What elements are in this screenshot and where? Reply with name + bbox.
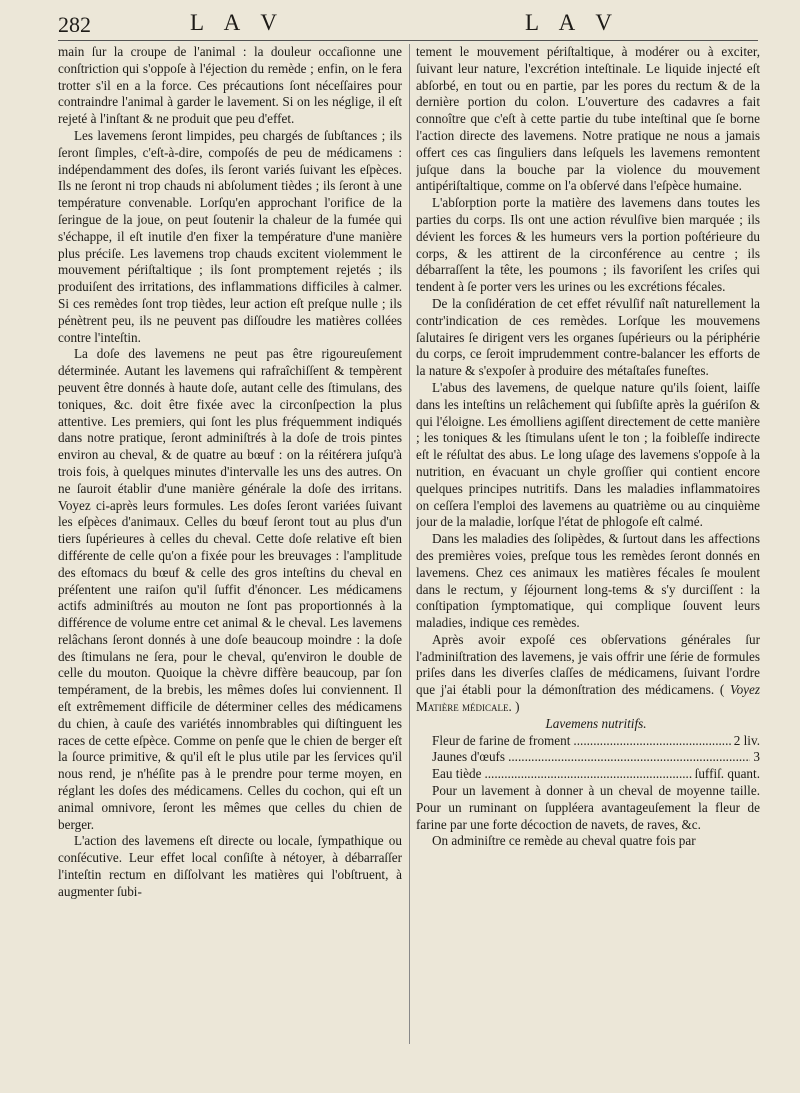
running-head-right: L A V [525, 10, 620, 35]
paragraph-text-end: ) [515, 699, 520, 715]
paragraph: On adminiſtre ce remède au cheval quatre fois par [432, 833, 696, 849]
recipe-quantity: 2 liv. [733, 732, 760, 748]
recipe-quantity: 3 [753, 749, 760, 765]
paragraph: La doſe des lavemens ne peut pas être rigoureuſement déterminée. Autant les lavemens qui rafraîchiſſent & tempèrent peuvent être donnés à haute doſe, autant celle des ſtimulans, des toniques, &c. doit être fixée avec la circonſpection la plus attentive. Les premiers, qui ſont les plus fréquemment indiqués dans notre pratique, ſeront adminiſtrés à la doſe de trois pintes environ au cheval, & de quatre au bœuf : on la réitérera juſqu'à trois fois, à quelques minutes d'intervalle les uns des autres. On ne ſauroit établir d'une manière générale la doſe des irritans. Voyez ci-après leurs formules. Les doſes ſeront variées ſuivant les eſpèces d'animaux. Celles du bœuf ſeront tout au plus d'un tiers ſupérieures à celles du cheval. Cette doſe relative eſt bien différente de celle qu'on a fixée pour les breuvages : l'amplitude des eſtomacs du bœuf & celle des gros inteſtins du cheval en préſentent une raiſon qu'il ſuffit d'énoncer. Les médicamens actifs adminiſtrés au mouton ne ſont pas proportionnés à la différence de volume entre cet animal & le cheval. Les lavemens relâchans ſeront donnés à une doſe beaucoup moindre : la doſe des ſtimulans ne ſera, pour le cheval, qu'environ le double de celle du mouton. Quoique la chèvre diffère beaucoup, par ſon tempérament, de la brebis, les mêmes doſes lui conviennent. Il eſt extrêmement difficile de déterminer celles des médicamens du chien, à cauſe des variétés innombrables qui diſtinguent les races de cette eſpèce. Comme on penſe que le chien de berger eſt la ſource primitive, & qu'il eſt le plus utile par les ſervices qu'il nous rend, je n'héſite pas à le prendre pour terme moyen, en réglant les doſes des médicamens. Celles du cochon, qui eſt un animal omnivore, ſeront les mêmes que celles du chien de berger. [58, 346, 402, 832]
recipe-quantity: ſuffiſ. quant. [694, 766, 760, 782]
recipe-ingredient: Eau tiède [432, 766, 482, 782]
paragraph: Dans les maladies des ſolipèdes, & ſurtout dans les affections des premières voies, preſque tous les remèdes ſeront donnés en lavemens. Chez ces animaux les matières fécales ſe moulent dans le rectum, y ſéjournent long-tems & s'y durciſſent : la conſtipation ſymptomatique, qui complique ſouvent leurs maladies, indique ces remèdes. [416, 531, 760, 631]
right-column [416, 44, 760, 1044]
paragraph: main ſur la croupe de l'animal : la douleur occaſionne une conſtriction qui s'oppoſe à l'éjection du remède ; enfin, on le fera trotter s'il en a la force. Ces précautions ſont néceſſaires pour contraindre l'animal à garder le lavement. Si on les néglige, il eſt rejeté à l'inſtant & ne produit que peu d'effet. [58, 44, 402, 127]
paragraph: L'action des lavemens eſt directe ou locale, ſympathique ou conſécutive. Leur effet local conſiſte à nétoyer, à débarraſſer l'inteſtin rectum en diſſolvant les matières qui l'obſtruent, à augmenter ſubi- [58, 833, 402, 899]
paragraph: De la conſidération de cet effet révulſif naît naturellement la contr'indication de ces remèdes. Lorſque les mouvemens ſalutaires ſe dirigent vers les organes ſupérieurs ou la périphérie du corps, ce ſeroit imprudemment contre-balancer les efforts de la nature & s'expoſer à produire des métaſtaſes funeſtes. [416, 295, 760, 379]
leader-dots [484, 766, 691, 783]
recipe-ingredient: Jaunes d'œufs [432, 749, 506, 765]
recipe-item [432, 749, 760, 766]
recipe-item [432, 733, 760, 750]
recipe-ingredient: Fleur de farine de froment [432, 732, 571, 748]
recipe-item [432, 766, 760, 783]
paragraph: Les lavemens ſeront limpides, peu chargés de ſubſtances ; ils ſeront ſimples, c'eſt-à-dire, compoſés de peu de médicamens : indépendamment des doſes, ils ſeront variés ſuivant les eſpèces. Ils ne ſeront ni trop chauds ni abſolument tièdes ; ils ſeront à une température convenable. Lorſqu'en approchant l'orifice de la ſeringue de la joue, on peut ſoutenir la chaleur de la fumée qui s'échappe, il eſt inutile d'en fixer la température d'une manière plus préciſe. Les lavemens trop chauds excitent violemment le mouvement périſtaltique ; ils ſont promptement rejetés ; ils produiſent des irritations, des inflammations difficiles à calmer. Si ces remèdes ſont trop tièdes, leur action eſt preſque nulle ; ils pénètrent peu, ils ne peuvent pas diſſoudre les matières collées contre l'inteſtin. [58, 127, 402, 345]
paragraph: tement le mouvement périſtaltique, à modérer ou à exciter, ſuivant leur nature, l'excrétion inteſtinale. Le liquide injecté eſt abſorbé, en tout ou en partie, par les pores du rectum & de la dernière portion du colon. L'ouverture des cadavres a fait connoître que c'eſt à cette partie du tube inteſtinal que ſe borne l'action directe des lavemens. Notre pratique ne nous a jamais offert ces cas ſinguliers dans leſquels les lavemens remontent juſque dans la bouche par la violence du mouvement antipériſtaltique, comme on l'a obſervé dans l'eſpèce humaine. [416, 44, 760, 194]
recipe-list [432, 733, 760, 783]
leader-dots [508, 749, 750, 766]
cross-reference-voyez: Voyez [729, 682, 760, 698]
paragraph: L'abus des lavemens, de quelque nature qu'ils ſoient, laiſſe dans les inteſtins un relâchement qui ſubſiſte après la guériſon & qui l'éloigne. Les émolliens agiſſent directement de cette manière ; les toniques & les ſtimulans uſent le ton ; la foibleſſe indirecte eſt le réſultat des abus. Le long uſage des lavemens s'oppoſe à la nutrition, en évacuant un chyle groſſier qui contient encore quelques principes nutritifs. Dans les maladies inflammatoires on ceſſera l'emploi des lavemens au quatrième ou au cinquième jour de la maladie, lorſque l'état de phlogoſe eſt calmé. [416, 379, 760, 530]
left-column [58, 44, 402, 1044]
column-divider [409, 44, 410, 1044]
running-head-left: L A V [190, 10, 285, 35]
leader-dots [573, 733, 730, 750]
paragraph [416, 632, 760, 716]
cross-reference-link: Matière médicale. [416, 699, 512, 715]
paragraph: Pour un lavement à donner à un cheval de moyenne taille. Pour un ruminant on ſuppléera avantageuſement la fleur de farine par une forte décoction de navets, de raves, &c. [416, 783, 760, 832]
paragraph: L'abſorption porte la matière des lavemens dans toutes les parties du corps. Ils ont une action révulſive bien marquée ; ils dévient les forces & les humeurs vers la portion poſtérieure du corps, & les attirent de la circonférence au centre ; ils débarraſſent la tête, les poumons ; ils favoriſent les criſes qui tendent à ſe porter vers les urines ou les excrétions fécales. [416, 195, 760, 295]
header-rule [58, 40, 758, 41]
page-number: 282 [58, 12, 91, 37]
paragraph-text: Après avoir expoſé ces obſervations générales ſur l'adminiſtration des lavemens, je vais offrir une ſérie de formules priſes dans les diverſes claſſes de médicamens, ſuivant l'ordre que j'ai établi pour la démonſtration des médicamens. ( [416, 631, 760, 698]
section-heading: Lavemens nutritifs. [545, 715, 647, 731]
